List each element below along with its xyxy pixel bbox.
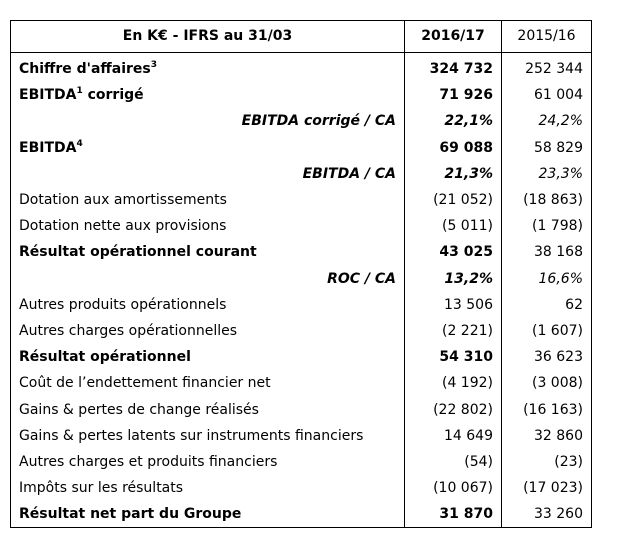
row-label-text: Gains & pertes latents sur instruments financiers xyxy=(19,427,364,444)
value-2015-16: (3 008) xyxy=(502,370,592,396)
value-2016-17: 13,2% xyxy=(405,266,502,292)
table-row xyxy=(11,396,592,422)
value-2016-17: 21,3% xyxy=(405,161,502,187)
row-label xyxy=(11,318,405,344)
value-2016-17: (2 221) xyxy=(405,318,502,344)
table-row xyxy=(11,266,592,292)
value-2016-17: (4 192) xyxy=(405,370,502,396)
header-year-2015-16: 2015/16 xyxy=(502,21,592,53)
value-2016-17: 14 649 xyxy=(405,423,502,449)
table-row xyxy=(11,135,592,161)
row-label-text: Autres produits opérationnels xyxy=(19,296,227,313)
row-label xyxy=(11,292,405,318)
value-2016-17: (21 052) xyxy=(405,187,502,213)
row-label-text: Autres charges opérationnelles xyxy=(19,322,238,339)
value-2016-17: 69 088 xyxy=(405,135,502,161)
table-row xyxy=(11,292,592,318)
row-label-text: Résultat opérationnel xyxy=(19,349,191,366)
value-2015-16: 16,6% xyxy=(502,266,592,292)
row-label-text: EBITDA corrigé / CA xyxy=(241,113,396,130)
row-label xyxy=(11,475,405,501)
value-2015-16: (1 798) xyxy=(502,213,592,239)
value-2016-17: (10 067) xyxy=(405,475,502,501)
value-2016-17: 13 506 xyxy=(405,292,502,318)
value-2016-17: (22 802) xyxy=(405,396,502,422)
table-row xyxy=(11,53,592,83)
row-label-text: EBITDA xyxy=(19,139,77,156)
table-row xyxy=(11,108,592,134)
income-statement-table xyxy=(10,20,592,528)
header-row xyxy=(11,21,592,53)
row-label xyxy=(11,501,405,528)
row-label xyxy=(11,396,405,422)
value-2016-17: (54) xyxy=(405,449,502,475)
row-label xyxy=(11,266,405,292)
value-2015-16: 32 860 xyxy=(502,423,592,449)
value-2016-17: 22,1% xyxy=(405,108,502,134)
value-2016-17: 71 926 xyxy=(405,82,502,108)
header-year-2016-17: 2016/17 xyxy=(405,21,502,53)
value-2015-16: (23) xyxy=(502,449,592,475)
row-label-text: EBITDA / CA xyxy=(302,165,396,182)
value-2015-16: 36 623 xyxy=(502,344,592,370)
value-2015-16: 33 260 xyxy=(502,501,592,528)
row-label xyxy=(11,135,405,161)
table-row xyxy=(11,475,592,501)
value-2015-16: (17 023) xyxy=(502,475,592,501)
value-2016-17: 54 310 xyxy=(405,344,502,370)
footnote-marker: 1 xyxy=(76,86,83,97)
footnote-marker: 3 xyxy=(150,60,157,71)
row-label-text: Dotation nette aux provisions xyxy=(19,218,227,235)
row-label-text: Coût de l’endettement financier net xyxy=(19,375,271,392)
table-row xyxy=(11,423,592,449)
row-label-text: Résultat net part du Groupe xyxy=(19,506,242,523)
row-label xyxy=(11,344,405,370)
table-row xyxy=(11,449,592,475)
table-row xyxy=(11,239,592,265)
row-label-text: EBITDA xyxy=(19,87,77,104)
row-label-text: Gains & pertes de change réalisés xyxy=(19,401,259,418)
row-label-text: Dotation aux amortissements xyxy=(19,192,227,209)
value-2015-16: 58 829 xyxy=(502,135,592,161)
row-label xyxy=(11,423,405,449)
row-label-text: Résultat opérationnel courant xyxy=(19,244,257,261)
table-row xyxy=(11,370,592,396)
value-2015-16: 23,3% xyxy=(502,161,592,187)
row-label xyxy=(11,370,405,396)
value-2016-17: 31 870 xyxy=(405,501,502,528)
row-label xyxy=(11,187,405,213)
row-label-text: Impôts sur les résultats xyxy=(19,480,184,497)
value-2015-16: 38 168 xyxy=(502,239,592,265)
table-row xyxy=(11,161,592,187)
table-row xyxy=(11,344,592,370)
row-label xyxy=(11,53,405,83)
header-label: En K€ - IFRS au 31/03 xyxy=(11,21,405,53)
table-row xyxy=(11,82,592,108)
table-row xyxy=(11,501,592,528)
value-2016-17: 324 732 xyxy=(405,53,502,83)
row-label-text: Autres charges et produits financiers xyxy=(19,453,278,470)
value-2015-16: 62 xyxy=(502,292,592,318)
value-2015-16: 61 004 xyxy=(502,82,592,108)
value-2016-17: 43 025 xyxy=(405,239,502,265)
value-2015-16: 252 344 xyxy=(502,53,592,83)
row-label-text: ROC / CA xyxy=(327,270,396,287)
value-2015-16: (18 863) xyxy=(502,187,592,213)
table-row xyxy=(11,213,592,239)
value-2015-16: (1 607) xyxy=(502,318,592,344)
row-label-suffix: corrigé xyxy=(82,87,144,104)
row-label xyxy=(11,239,405,265)
row-label xyxy=(11,82,405,108)
value-2015-16: (16 163) xyxy=(502,396,592,422)
row-label xyxy=(11,213,405,239)
value-2015-16: 24,2% xyxy=(502,108,592,134)
value-2016-17: (5 011) xyxy=(405,213,502,239)
row-label xyxy=(11,108,405,134)
row-label xyxy=(11,161,405,187)
table-row xyxy=(11,187,592,213)
row-label xyxy=(11,449,405,475)
footnote-marker: 4 xyxy=(76,138,83,149)
table-row xyxy=(11,318,592,344)
row-label-text: Chiffre d'affaires xyxy=(19,61,151,78)
